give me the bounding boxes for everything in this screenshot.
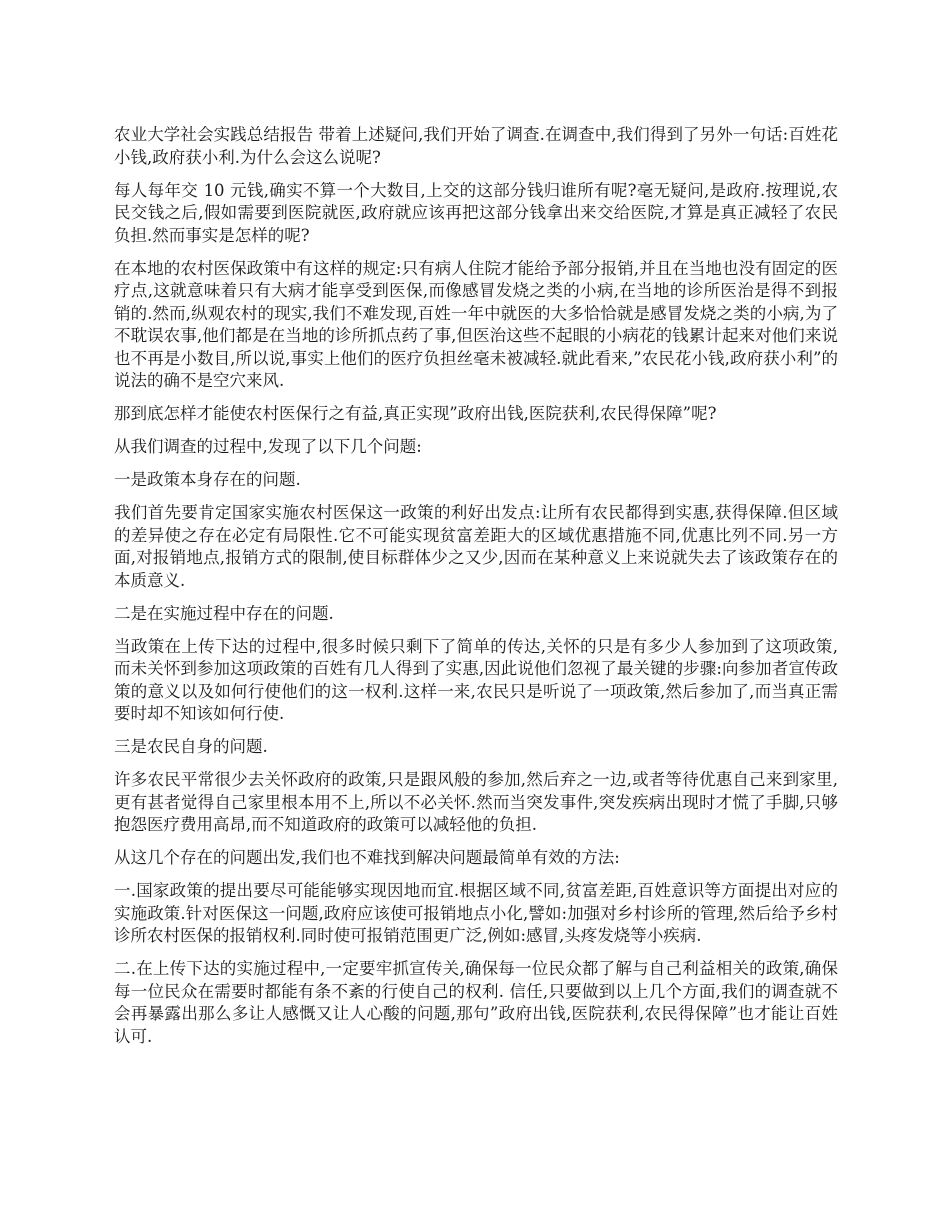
paragraph: 在本地的农村医保政策中有这样的规定:只有病人住院才能给予部分报销,并且在当地也没有固定的医疗点,这就意味着只有大病才能享受到医保,而像感冒发烧之类的小病,在当地的诊所医治是得不到报销的.然而,纵观农村的现实,我们不难发现,百姓一年中就医的大多恰恰就是感冒发烧之类的小病,为了不耽误农事,他们都是在当地的诊所抓点药了事,但医治这些不起眼的小病花的钱累计起来对他们来说也不再是小数目,所以说,事实上他们的医疗负担丝毫未被减轻.就此看来,”农民花小钱,政府获小利”的说法的确不是空穴来风.	[114, 258, 838, 390]
paragraph: 每人每年交 10 元钱,确实不算一个大数目,上交的这部分钱归谁所有呢?毫无疑问,是政府.按理说,农民交钱之后,假如需要到医院就医,政府就应该再把这部分钱拿出来交给医院,才算是真正减轻了农民负担.然而事实是怎样的呢?	[114, 180, 838, 245]
paragraph: 当政策在上传下达的过程中,很多时候只剩下了简单的传达,关怀的只是有多少人参加到了这项政策,而未关怀到参加这项政策的百姓有几人得到了实惠,因此说他们忽视了最关键的步骤:向参加者宣传政策的意义以及如何行使他们的这一权利.这样一来,农民只是听说了一项政策,然后参加了,而当真正需要时却不知该如何行使.	[114, 636, 838, 723]
section-heading: 三是农民自身的问题.	[114, 737, 268, 756]
paragraph: 从我们调查的过程中,发现了以下几个问题:	[114, 437, 422, 456]
section-heading: 一是政策本身存在的问题.	[114, 470, 301, 489]
paragraph: 许多农民平常很少去关怀政府的政策,只是跟风般的参加,然后弃之一边,或者等待优惠自己来到家里,更有甚者觉得自己家里根本用不上,所以不必关怀.然而当突发事件,突发疾病出现时才慌了手脚,只够抱怨医疗费用高昂,而不知道政府的政策可以减轻他的负担.	[114, 770, 838, 834]
paragraph: 从这几个存在的问题出发,我们也不难找到解决问题最简单有效的方法:	[114, 848, 620, 867]
solution-item: 二.在上传下达的实施过程中,一定要牢抓宣传关,确保每一位民众都了解与自己利益相关的政策,确保每一位民众在需要时都能有条不紊的行使自己的权利. 信任,只要做到以上几个方面,我们的调查就不会再暴露出那么多让人感慨又让人心酸的问题,那句”政府出钱,医院获利,农民得保障”也才能让百姓认可.	[114, 959, 838, 1046]
paragraph-title-intro: 农业大学社会实践总结报告 带着上述疑问,我们开始了调查.在调查中,我们得到了另外一句话:百姓花小钱,政府获小利.为什么会这么说呢?	[114, 125, 838, 167]
section-heading: 二是在实施过程中存在的问题.	[114, 603, 334, 623]
document-body	[114, 124, 838, 1059]
paragraph: 我们首先要肯定国家实施农村医保这一政策的利好出发点:让所有农民都得到实惠,获得保障.但区域的差异使之存在必定有局限性.它不可能实现贫富差距大的区域优惠措施不同,优惠比列不同.另一方面,对报销地点,报销方式的限制,使目标群体少之又少,因而在某种意义上来说就失去了该政策存在的本质意义.	[114, 503, 838, 590]
paragraph: 那到底怎样才能使农村医保行之有益,真正实现”政府出钱,医院获利,农民得保障”呢?	[114, 404, 717, 423]
solution-item: 一.国家政策的提出要尽可能能够实现因地而宜.根据区域不同,贫富差距,百姓意识等方面提出对应的实施政策.针对医保这一问题,政府应该使可报销地点小化,譬如:加强对乡村诊所的管理,然后给予乡村诊所农村医保的报销权利.同时使可报销范围更广泛,例如:感冒,头疼发烧等小疾病.	[114, 881, 838, 945]
